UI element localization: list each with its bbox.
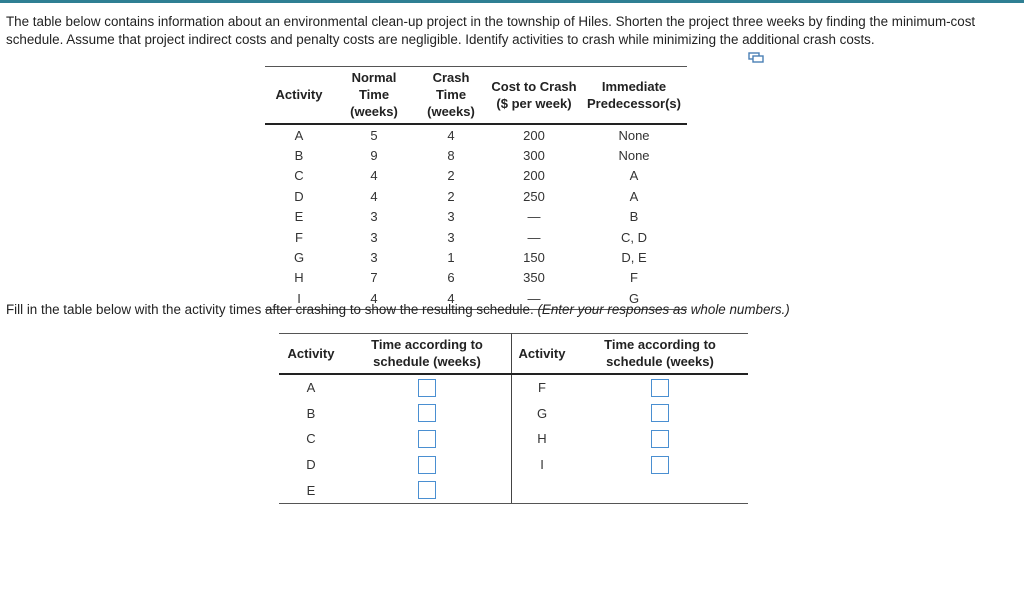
cell-activity: G — [293, 250, 305, 266]
answer-activity-label: C — [306, 431, 316, 447]
cell-cost: 250 — [523, 188, 545, 204]
header-time-left: Time according to schedule (weeks) — [343, 334, 512, 375]
table-row — [279, 426, 748, 452]
cell-normal: 4 — [333, 288, 415, 309]
cell-pred: B — [629, 209, 639, 225]
answer-activity-label: H — [512, 426, 573, 452]
cell-normal: 5 — [370, 127, 378, 143]
cell-cost: 300 — [523, 148, 545, 164]
answer-input-g[interactable] — [651, 404, 669, 422]
cell-pred: D, E — [621, 250, 647, 266]
cell-normal: 4 — [370, 168, 378, 184]
cell-cost: 200 — [523, 168, 545, 184]
cell-pred: C, D — [621, 229, 647, 245]
cell-crash: 3 — [447, 209, 455, 225]
instruction-text: Fill in the table below with the activity times after crashing to show the resulting schedule. — [6, 302, 534, 317]
cell-activity: I — [265, 288, 333, 309]
table-row — [279, 374, 748, 401]
table-row — [279, 401, 748, 427]
cell-activity: F — [295, 229, 303, 245]
table-row — [279, 452, 748, 478]
table-row — [265, 166, 687, 186]
header-time-right: Time according to schedule (weeks) — [572, 334, 748, 375]
cell-cost: 150 — [523, 250, 545, 266]
header-normal-time: Normal Time (weeks) — [333, 67, 415, 125]
table-row — [265, 145, 687, 165]
cell-normal: 3 — [370, 229, 378, 245]
table-row — [265, 207, 687, 227]
answer-input-a[interactable] — [418, 379, 436, 397]
answer-input-f[interactable] — [651, 379, 669, 397]
cell-crash: 2 — [447, 168, 455, 184]
instruction-note: (Enter your responses as whole numbers.) — [537, 302, 790, 317]
cell-cost: — — [527, 209, 541, 225]
schedule-answer-table — [279, 333, 748, 504]
cell-normal: 3 — [370, 250, 378, 266]
cell-pred: F — [630, 270, 638, 286]
cell-crash: 4 — [415, 288, 487, 309]
answer-input-e[interactable] — [418, 481, 436, 499]
cell-crash: 8 — [447, 148, 455, 164]
cell-cost: — — [527, 229, 541, 245]
answer-activity-label: G — [512, 401, 573, 427]
empty-cell — [572, 477, 748, 503]
problem-statement: The table below contains information about an environmental clean-up project in the township of Hiles. Shorten the project three weeks by finding the minimum-cost schedule. Assume that project indirect costs and penalty costs are negligible. Identify activities to crash while minimizing the additional crash costs. — [6, 14, 976, 47]
cell-normal: 3 — [370, 209, 378, 225]
answer-activity-label: A — [306, 380, 316, 396]
cell-pred: G — [581, 288, 687, 309]
table-row — [265, 227, 687, 247]
table-row — [265, 247, 687, 267]
answer-input-d[interactable] — [418, 456, 436, 474]
header-predecessors: Immediate Predecessor(s) — [581, 67, 687, 125]
cell-cost: 350 — [523, 270, 545, 286]
table-row — [265, 186, 687, 206]
cell-crash: 1 — [447, 250, 455, 266]
empty-cell — [512, 477, 573, 503]
cell-normal: 7 — [370, 270, 378, 286]
answer-input-b[interactable] — [418, 404, 436, 422]
fill-instruction — [6, 302, 790, 317]
cell-activity: D — [294, 188, 304, 204]
header-activity-right: Activity — [512, 334, 573, 375]
header-crash-time: Crash Time (weeks) — [415, 67, 487, 125]
answer-activity-label: I — [512, 452, 573, 478]
cell-crash: 2 — [447, 188, 455, 204]
cell-activity: A — [294, 127, 304, 143]
cell-activity: B — [294, 148, 304, 164]
cell-crash: 6 — [447, 270, 455, 286]
cell-pred: None — [618, 148, 650, 164]
cell-cost: 200 — [523, 127, 545, 143]
answer-activity-label: D — [306, 457, 316, 473]
answer-activity-label: B — [306, 405, 316, 421]
header-activity: Activity — [265, 67, 333, 125]
cell-crash: 4 — [447, 127, 455, 143]
project-data-table — [265, 66, 687, 310]
cell-activity: C — [294, 168, 304, 184]
answer-input-i[interactable] — [651, 456, 669, 474]
cell-crash: 3 — [447, 229, 455, 245]
cell-activity: E — [294, 209, 304, 225]
cell-pred: A — [629, 168, 639, 184]
answer-input-c[interactable] — [418, 430, 436, 448]
header-cost-to-crash: Cost to Crash ($ per week) — [487, 67, 581, 125]
cell-normal: 9 — [370, 148, 378, 164]
answer-activity-label: E — [279, 477, 343, 503]
answer-activity-label: F — [512, 374, 573, 401]
top-accent-bar — [0, 0, 1024, 3]
cell-pred: A — [629, 188, 639, 204]
table-row — [279, 477, 748, 503]
cell-cost: — — [487, 288, 581, 309]
cell-activity: H — [294, 270, 304, 286]
answer-input-h[interactable] — [651, 430, 669, 448]
header-activity-left: Activity — [279, 334, 343, 375]
copy-table-icon[interactable] — [748, 52, 764, 64]
table-row — [265, 124, 687, 145]
cell-pred: None — [618, 127, 650, 143]
table-row — [265, 268, 687, 288]
cell-normal: 4 — [370, 188, 378, 204]
